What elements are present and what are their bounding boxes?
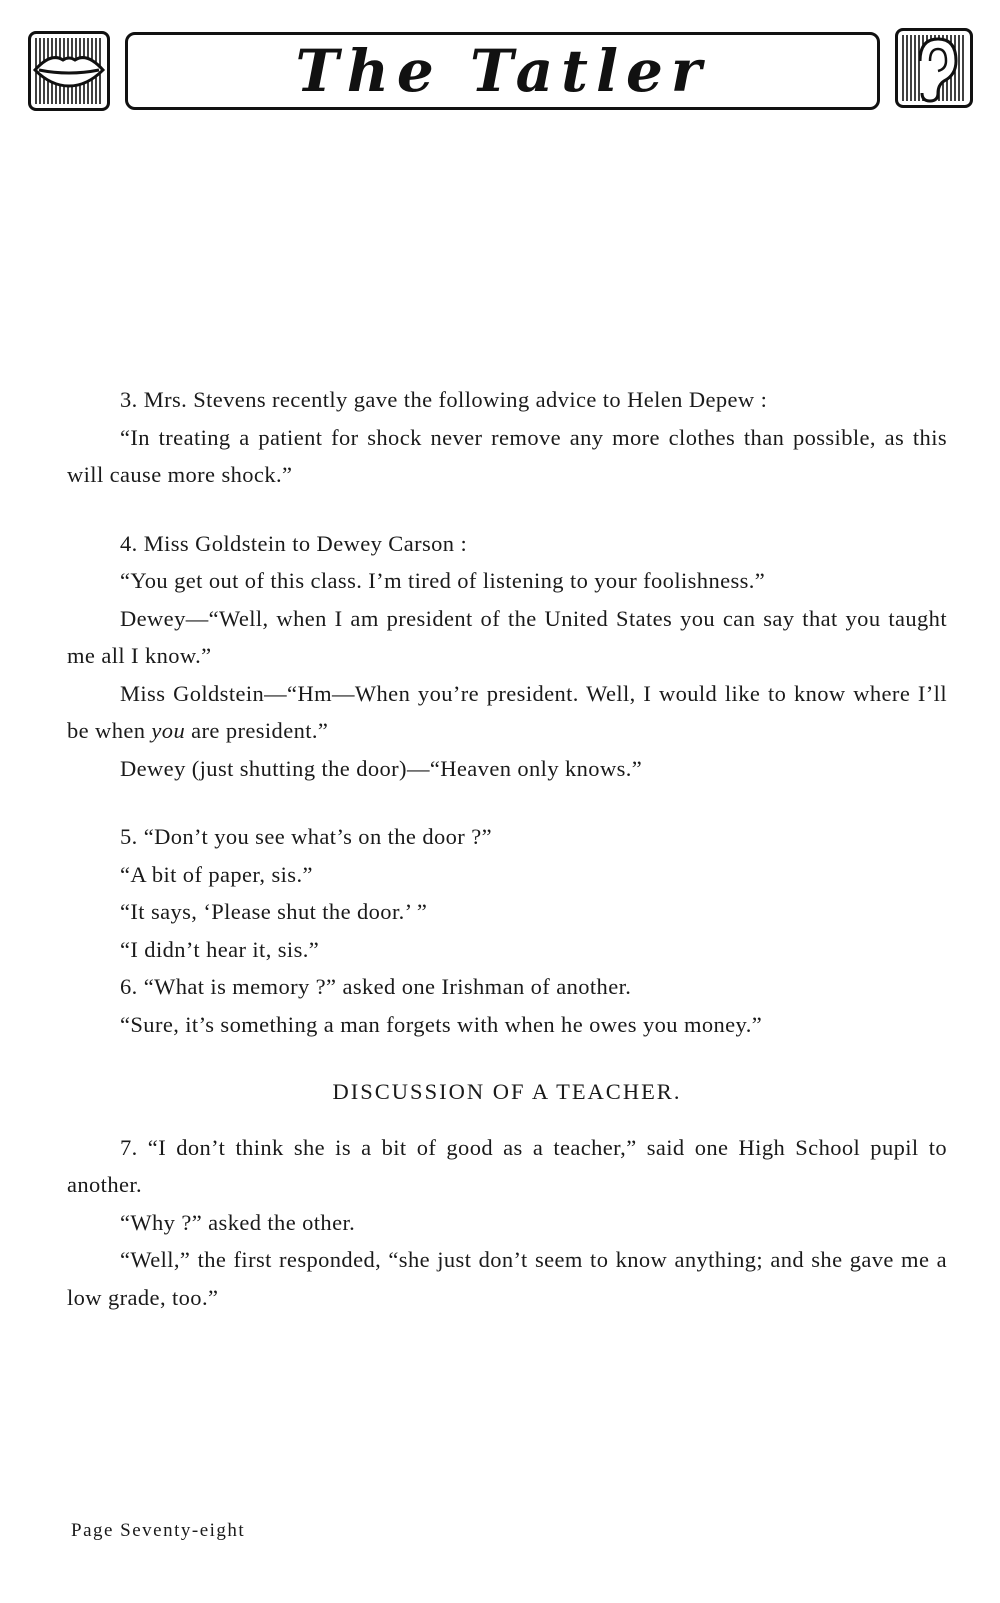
page-title: The Tatler <box>295 37 710 105</box>
item-5-line-1: 5. “Don’t you see what’s on the door ?” <box>120 824 492 849</box>
page-header <box>0 0 1000 130</box>
item-5-line-3: “It says, ‘Please shut the door.’ ” <box>120 899 428 924</box>
page-number: Page Seventy-eight <box>71 1520 246 1541</box>
item-7-line-3: “Well,” the first responded, “she just don’t seem to know anything; and she gave me a low grade, too.” <box>67 1247 947 1310</box>
item-4-line-2: Dewey—“Well, when I am president of the United States you can say that you taught me all I know.” <box>67 605 947 668</box>
page-content <box>67 381 947 1316</box>
item-5-line-2: “A bit of paper, sis.” <box>120 861 313 887</box>
item-4-line-4: Dewey (just shutting the door)—“Heaven only knows.” <box>120 755 643 781</box>
item-6-line-1: 6. “What is memory ?” asked one Irishman of another. <box>120 974 632 999</box>
item-7-line-1: 7. “I don’t think she is a bit of good as a teacher,” said one High School pupil to another. <box>67 1134 947 1197</box>
item-3-quote: “In treating a patient for shock never remove any more clothes than possible, as this will cause more shock.” <box>67 424 947 487</box>
item-4-line-1: “You get out of this class. I’m tired of listening to your foolishness.” <box>120 568 766 593</box>
item-5-line-4: “I didn’t hear it, sis.” <box>120 936 320 962</box>
item-4-intro: 4. Miss Goldstein to Dewey Carson : <box>120 530 468 556</box>
item-3-intro: 3. Mrs. Stevens recently gave the following advice to Helen Depew : <box>120 387 768 412</box>
item-7-line-2: “Why ?” asked the other. <box>120 1209 356 1235</box>
section-heading: DISCUSSION OF A TEACHER. <box>332 1079 682 1104</box>
ear-icon <box>895 28 973 108</box>
item-4-line-3: Miss Goldstein—“Hm—When you’re president. Well, I would like to know where I’ll be when you are president.” <box>67 680 947 743</box>
lips-icon <box>28 31 110 111</box>
title-frame <box>125 32 880 110</box>
item-6-line-2: “Sure, it’s something a man forgets with when he owes you money.” <box>120 1011 763 1037</box>
